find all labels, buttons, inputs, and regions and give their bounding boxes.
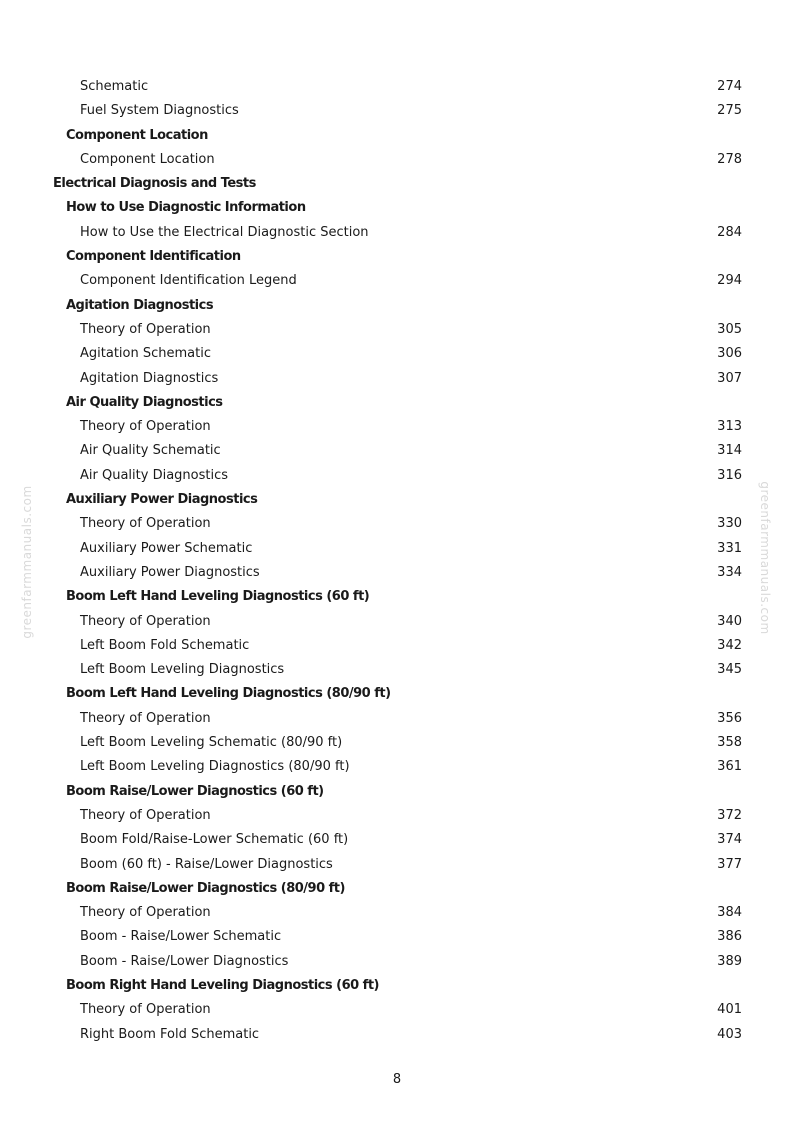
toc-entry-title: Boom Right Hand Leveling Diagnostics (60 ft): [66, 977, 379, 993]
toc-entry[interactable]: [0, 537, 794, 561]
toc-entry-title: Auxiliary Power Diagnostics: [80, 564, 260, 580]
toc-entry-title: Fuel System Diagnostics: [80, 103, 239, 119]
toc-entry-title: Air Quality Schematic: [80, 443, 221, 459]
toc-entry-title: Theory of Operation: [80, 905, 211, 921]
toc-entry[interactable]: [0, 415, 794, 439]
toc-entry[interactable]: [0, 439, 794, 463]
toc-entry[interactable]: [0, 731, 794, 755]
toc-entry[interactable]: [0, 828, 794, 852]
toc-entry-title: Theory of Operation: [80, 807, 211, 823]
toc-entry-title: Agitation Diagnostics: [80, 370, 219, 386]
toc-entry-title: Right Boom Fold Schematic: [80, 1026, 260, 1042]
toc-entry-page-number: 372: [717, 807, 742, 823]
toc-entry-title: How to Use the Electrical Diagnostic Section: [80, 224, 369, 240]
toc-entry[interactable]: [0, 269, 794, 293]
toc-entry-page-number: 356: [717, 710, 742, 726]
toc-entry[interactable]: [0, 950, 794, 974]
toc-entry[interactable]: [0, 853, 794, 877]
toc-entry-title: Air Quality Diagnostics: [80, 467, 229, 483]
toc-entry-page-number: 403: [717, 1026, 742, 1042]
toc-entry-page-number: 284: [717, 224, 742, 240]
toc-entry-page-number: 340: [717, 613, 742, 629]
toc-section-heading: [0, 294, 794, 318]
toc-entry-title: Agitation Schematic: [80, 346, 211, 362]
toc-entry[interactable]: [0, 755, 794, 779]
toc-section-heading: [0, 974, 794, 998]
toc-section-heading: [0, 585, 794, 609]
toc-entry[interactable]: [0, 707, 794, 731]
toc-entry-title: Theory of Operation: [80, 321, 211, 337]
toc-entry-page-number: 331: [717, 540, 742, 556]
toc-entry-page-number: 307: [717, 370, 742, 386]
page-number: 8: [392, 1072, 402, 1087]
toc-entry-page-number: 361: [717, 759, 742, 775]
toc-entry[interactable]: [0, 367, 794, 391]
table-of-contents: [0, 75, 794, 1047]
toc-entry-title: Theory of Operation: [80, 516, 211, 532]
toc-entry-title: Boom Fold/Raise-Lower Schematic (60 ft): [80, 832, 349, 848]
toc-section-heading: [0, 682, 794, 706]
toc-entry-page-number: 386: [717, 929, 742, 945]
toc-chapter-heading: [0, 172, 794, 196]
toc-entry-page-number: 313: [717, 419, 742, 435]
toc-entry-title: Schematic: [80, 79, 149, 94]
toc-entry-page-number: 384: [717, 905, 742, 921]
toc-entry-title: Component Identification Legend: [80, 273, 297, 289]
toc-entry[interactable]: [0, 148, 794, 172]
toc-entry-page-number: 377: [717, 856, 742, 872]
toc-entry-title: Left Boom Fold Schematic: [80, 637, 250, 653]
toc-entry[interactable]: [0, 1023, 794, 1047]
toc-entry[interactable]: [0, 925, 794, 949]
toc-entry-title: Theory of Operation: [80, 419, 211, 435]
toc-entry[interactable]: [0, 658, 794, 682]
toc-section-heading: [0, 245, 794, 269]
toc-entry-page-number: 330: [717, 516, 742, 532]
toc-entry-page-number: 274: [717, 79, 742, 94]
toc-entry-title: Auxiliary Power Diagnostics: [66, 492, 258, 508]
toc-section-heading: [0, 391, 794, 415]
toc-entry-page-number: 316: [717, 467, 742, 483]
toc-entry-title: Theory of Operation: [80, 710, 211, 726]
toc-entry-page-number: 314: [717, 443, 742, 459]
toc-entry-title: Theory of Operation: [80, 1002, 211, 1018]
toc-entry[interactable]: [0, 99, 794, 123]
toc-section-heading: [0, 488, 794, 512]
watermark-right: greenfarmmanuals.com: [758, 481, 772, 635]
toc-entry-title: Boom Raise/Lower Diagnostics (60 ft): [66, 783, 324, 799]
toc-entry-title: Agitation Diagnostics: [66, 297, 214, 313]
toc-section-heading: [0, 196, 794, 220]
toc-entry[interactable]: [0, 512, 794, 536]
toc-entry[interactable]: [0, 901, 794, 925]
toc-section-heading: [0, 124, 794, 148]
toc-entry-page-number: 342: [717, 637, 742, 653]
toc-entry-page-number: 389: [717, 953, 742, 969]
toc-entry-title: Theory of Operation: [80, 613, 211, 629]
toc-entry[interactable]: [0, 342, 794, 366]
toc-entry-title: Electrical Diagnosis and Tests: [53, 176, 256, 192]
watermark-left: greenfarmmanuals.com: [20, 485, 34, 639]
toc-entry[interactable]: [0, 804, 794, 828]
toc-entry-title: Air Quality Diagnostics: [66, 394, 223, 410]
toc-entry-page-number: 358: [717, 735, 742, 751]
toc-entry-page-number: 275: [717, 103, 742, 119]
toc-entry-title: Boom - Raise/Lower Diagnostics: [80, 953, 289, 969]
toc-entry[interactable]: [0, 610, 794, 634]
toc-entry-title: Left Boom Leveling Schematic (80/90 ft): [80, 735, 343, 751]
toc-entry-title: Boom (60 ft) - Raise/Lower Diagnostics: [80, 856, 333, 872]
toc-entry-title: Component Location: [66, 127, 208, 143]
toc-entry-title: Left Boom Leveling Diagnostics (80/90 ft): [80, 759, 350, 775]
toc-entry-page-number: 305: [717, 321, 742, 337]
toc-entry-title: Component Identification: [66, 249, 241, 265]
toc-entry-title: Boom Left Hand Leveling Diagnostics (80/90 ft): [66, 686, 391, 702]
toc-entry[interactable]: [0, 998, 794, 1022]
toc-entry[interactable]: [0, 561, 794, 585]
toc-entry[interactable]: [0, 221, 794, 245]
toc-entry-page-number: 294: [717, 273, 742, 289]
toc-entry-page-number: 401: [717, 1002, 742, 1018]
toc-entry-page-number: 374: [717, 832, 742, 848]
toc-entry[interactable]: [0, 318, 794, 342]
toc-entry-page-number: 345: [717, 662, 742, 678]
toc-entry-title: Boom - Raise/Lower Schematic: [80, 929, 282, 945]
toc-entry-page-number: 334: [717, 564, 742, 580]
toc-entry-title: Auxiliary Power Schematic: [80, 540, 253, 556]
toc-section-heading: [0, 877, 794, 901]
toc-entry-title: Left Boom Leveling Diagnostics: [80, 662, 285, 678]
toc-entry-title: Boom Raise/Lower Diagnostics (80/90 ft): [66, 880, 345, 896]
toc-entry[interactable]: [0, 464, 794, 488]
toc-entry-title: How to Use Diagnostic Information: [66, 200, 306, 216]
toc-entry-page-number: 278: [717, 151, 742, 167]
toc-entry-page-number: 306: [717, 346, 742, 362]
toc-section-heading: [0, 780, 794, 804]
toc-entry-title: Component Location: [80, 151, 215, 167]
toc-entry[interactable]: [0, 75, 794, 99]
toc-entry-title: Boom Left Hand Leveling Diagnostics (60 ft): [66, 589, 370, 605]
toc-entry[interactable]: [0, 634, 794, 658]
